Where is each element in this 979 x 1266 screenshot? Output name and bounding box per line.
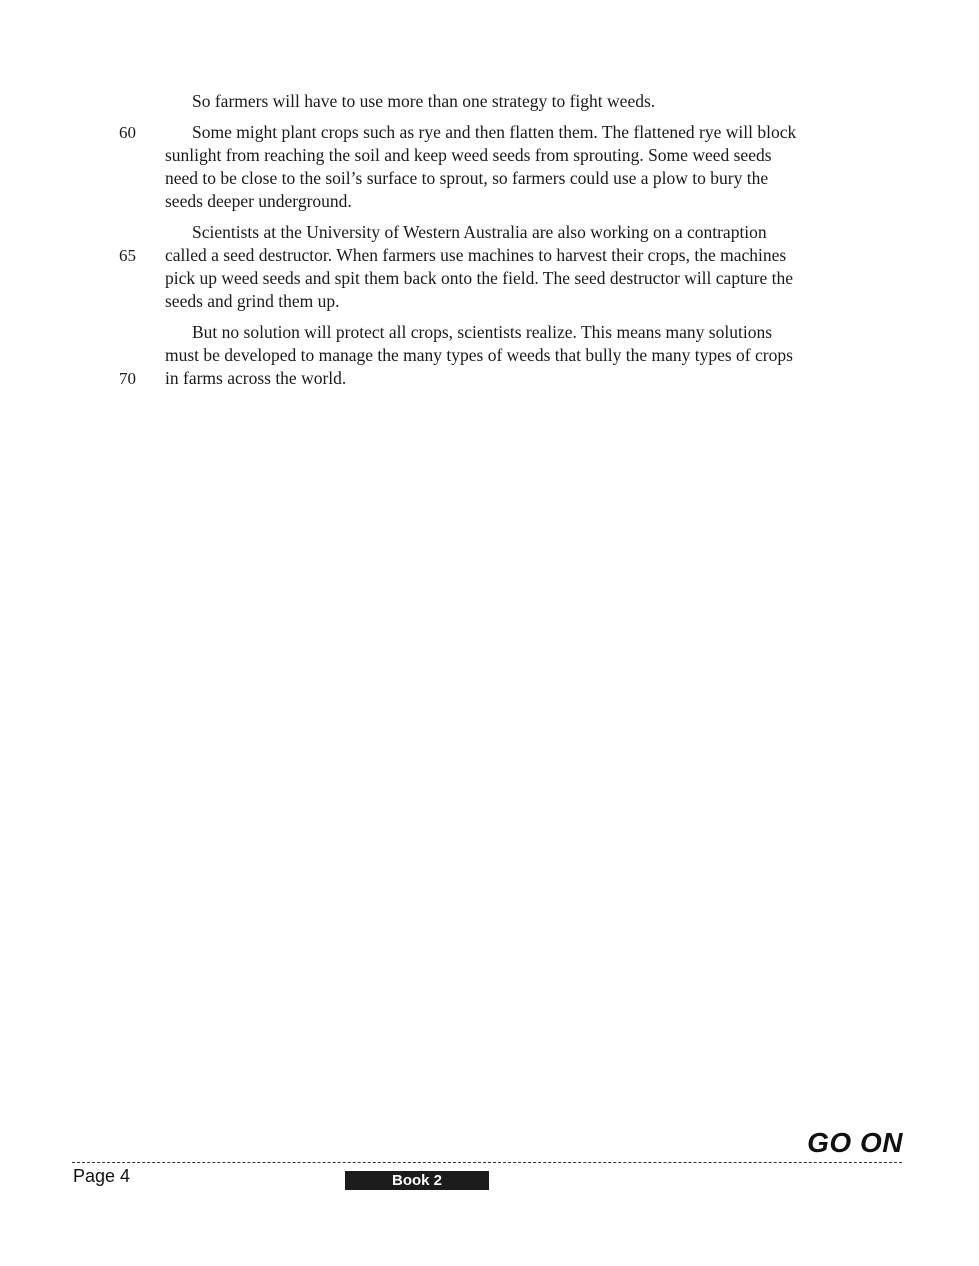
line-text: in farms across the world. xyxy=(165,368,347,388)
go-on-label: GO ON xyxy=(807,1127,903,1158)
passage-line xyxy=(119,367,865,390)
passage-line xyxy=(165,221,865,244)
passage-line xyxy=(119,244,865,267)
passage-line xyxy=(165,344,865,367)
line-text: pick up weed seeds and spit them back onto the field. The seed destructor will capture the xyxy=(165,268,794,288)
line-text: Scientists at the University of Western Australia are also working on a contraption xyxy=(192,222,767,242)
book-badge: Book 2 xyxy=(345,1171,489,1190)
passage-line xyxy=(165,167,865,190)
page-number: Page 4 xyxy=(73,1166,131,1186)
footer-divider xyxy=(72,1162,902,1163)
line-number: 65 xyxy=(119,246,136,265)
passage-line xyxy=(165,190,865,213)
line-text: seeds and grind them up. xyxy=(165,291,340,311)
passage-line xyxy=(165,321,865,344)
line-text: So farmers will have to use more than one strategy to fight weeds. xyxy=(192,91,656,111)
line-text: Some might plant crops such as rye and then flatten them. The flattened rye will block xyxy=(192,122,797,142)
passage-text xyxy=(119,90,865,390)
line-number: 70 xyxy=(119,369,136,388)
line-text: sunlight from reaching the soil and keep weed seeds from sprouting. Some weed seeds xyxy=(165,145,772,165)
passage-line xyxy=(165,144,865,167)
line-text: But no solution will protect all crops, scientists realize. This means many solutions xyxy=(192,322,773,342)
passage-line xyxy=(165,290,865,313)
line-text: must be developed to manage the many types of weeds that bully the many types of crops xyxy=(165,345,793,365)
line-text: need to be close to the soil’s surface to sprout, so farmers could use a plow to bury the xyxy=(165,168,769,188)
passage-line xyxy=(165,267,865,290)
line-text: seeds deeper underground. xyxy=(165,191,352,211)
line-text: called a seed destructor. When farmers use machines to harvest their crops, the machines xyxy=(165,245,787,265)
passage-line xyxy=(165,90,865,113)
line-number: 60 xyxy=(119,123,136,142)
passage-line xyxy=(119,121,865,144)
